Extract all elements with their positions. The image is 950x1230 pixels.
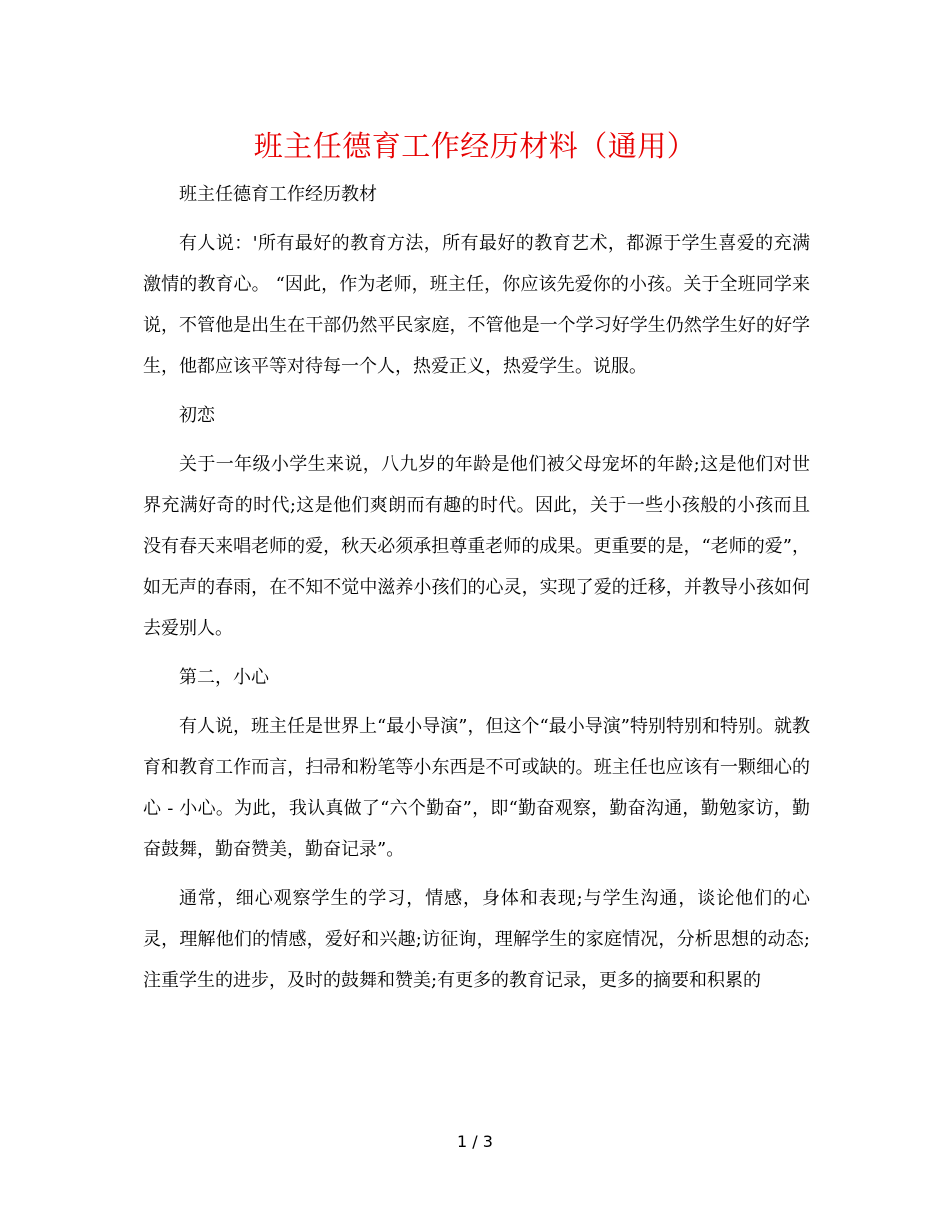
page-number: 1 / 3 — [457, 1132, 493, 1151]
paragraph-intro: 有人说：'所有最好的教育方法，所有最好的教育艺术，都源于学生喜爱的充满激情的教育心。 “因此，作为老师，班主任，你应该先爱你的小孩。关于全班同学来说，不管他是出生在干部仍然平民家庭，不管他是一个学习好学生仍然学生好的好学生，他都应该平等对待每一个人，热爱正义，热爱学生。说服。 — [143, 233, 810, 377]
paragraph-subtitle: 班主任德育工作经历教材 — [179, 184, 377, 205]
document-title: 班主任德育工作经历材料（通用） — [253, 129, 697, 163]
paragraph-smallest-director: 有人说，班主任是世界上“最小导演”，但这个“最小导演”特别特别和特别。就教育和教育工作而言，扫帚和粉笔等小东西是不可或缺的。班主任也应该有一颗细心的心 - 小心。为此，我认真做了“六个勤奋”，即“勤奋观察，勤奋沟通，勤勉家访，勤奋鼓舞，勤奋赞美，勤奋记录”。 — [143, 716, 810, 860]
document-body — [143, 174, 810, 1009]
section-heading-careful: 第二，小心 — [179, 667, 269, 688]
paragraph-observation: 通常，细心观察学生的学习，情感，身体和表现;与学生沟通，谈论他们的心灵，理解他们的情感，爱好和兴趣;访征询，理解学生的家庭情况，分析思想的动态;注重学生的进步，及时的鼓舞和赞美;有更多的教育记录，更多的摘要和积累的 — [143, 888, 810, 991]
section-heading-first-love: 初恋 — [179, 405, 215, 426]
paragraph-first-grade: 关于一年级小学生来说，八九岁的年龄是他们被父母宠坏的年龄;这是他们对世界充满好奇的时代;这是他们爽朗而有趣的时代。因此，关于一些小孩般的小孩而且没有春天来唱老师的爱，秋天必须承担尊重老师的成果。更重要的是，“老师的爱”，如无声的春雨，在不知不觉中滋养小孩们的心灵，实现了爱的迁移，并教导小孩如何去爱别人。 — [143, 454, 810, 639]
